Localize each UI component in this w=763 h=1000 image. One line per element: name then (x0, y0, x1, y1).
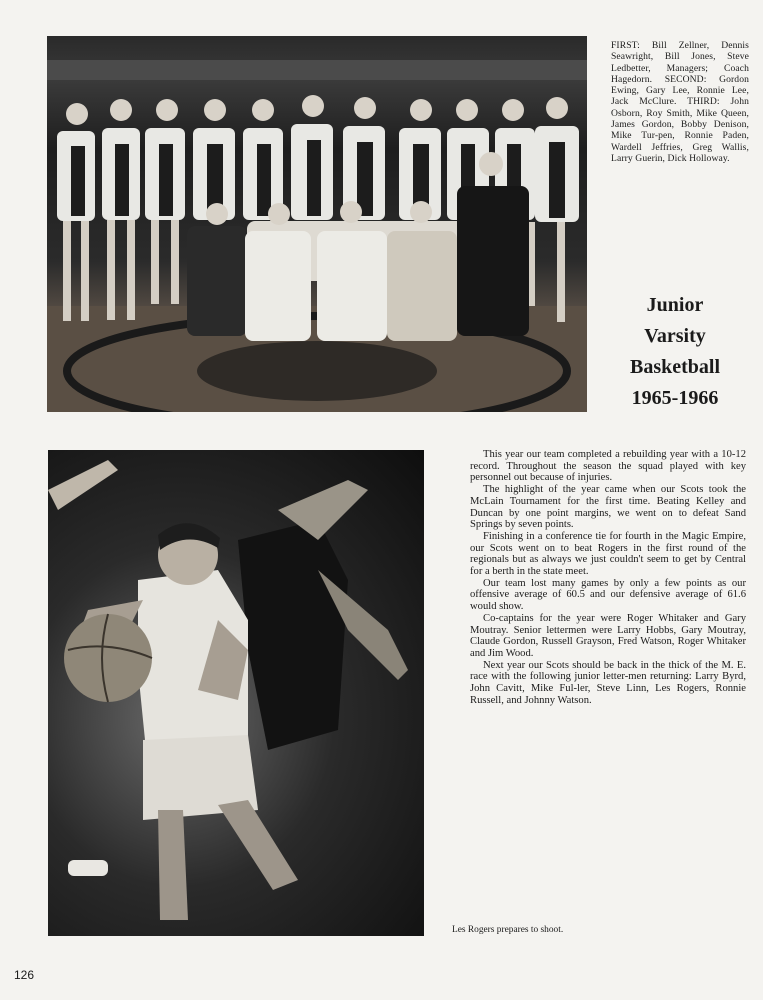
article-paragraph: Co-captains for the year were Roger Whitaker and Gary Moutray. Senior lettermen were Larry Hobbs, Gary Moutray, Claude Gordon, Russell Grayson, Fred Watson, Roger Whitaker and Jim Wood. (470, 612, 746, 659)
action-photo-illustration (48, 450, 424, 936)
page-number: 126 (14, 968, 35, 982)
action-photo (48, 450, 424, 936)
headline-line: Junior (646, 294, 704, 316)
article-paragraph: This year our team completed a rebuilding year with a 10-12 record. Throughout the season the squad played with key personnel out because of injuries. (470, 449, 746, 484)
action-photo-caption: Les Rogers prepares to shoot. (452, 925, 564, 935)
team-photo-caption: FIRST: Bill Zellner, Dennis Seawright, Bill Jones, Steve Ledbetter, Managers; Coach Hagedorn. SECOND: Gordon Ewing, Gary Lee, Ronnie Lee, Jack McClure. THIRD: John Osborn, Roy Smith, Mike Queen, James Gordon, Bobby Denison, Mike Tur-pen, Ronnie Paden, Wardell Jeffries, Greg Wallis, Larry Guerin, Dick Holloway. (611, 40, 749, 164)
headline-line: 1965-1966 (631, 387, 719, 409)
article-paragraph: Our team lost many games by only a few points as our offensive average of 60.5 and our defensive average of 61.6 would show. (470, 577, 746, 613)
headline-line: Basketball (629, 356, 721, 378)
team-photo (47, 36, 587, 412)
page-headline (600, 290, 750, 414)
article-paragraph: The highlight of the year came when our Scots took the McLain Tournament for the first time. Beating Kelley and Duncan by one point margins, we went on to defeat Sand Springs by seven points. (470, 484, 746, 531)
article-paragraph: Next year our Scots should be back in the thick of the M. E. race with the following junior letter-men returning: Larry Byrd, John Cavitt, Mike Ful-ler, Steve Linn, Les Rogers, Ronnie Russell, and Johnny Watson. (470, 659, 746, 706)
team-photo-illustration (47, 36, 587, 412)
article-paragraph: Finishing in a conference tie for fourth in the Magic Empire, our Scots went on to beat Rogers in the first round of the regionals but as always we just couldn't seem to get by Central for a berth in the state meet. (470, 530, 746, 578)
article-body (470, 449, 746, 706)
headline-line: Varsity (644, 325, 706, 347)
